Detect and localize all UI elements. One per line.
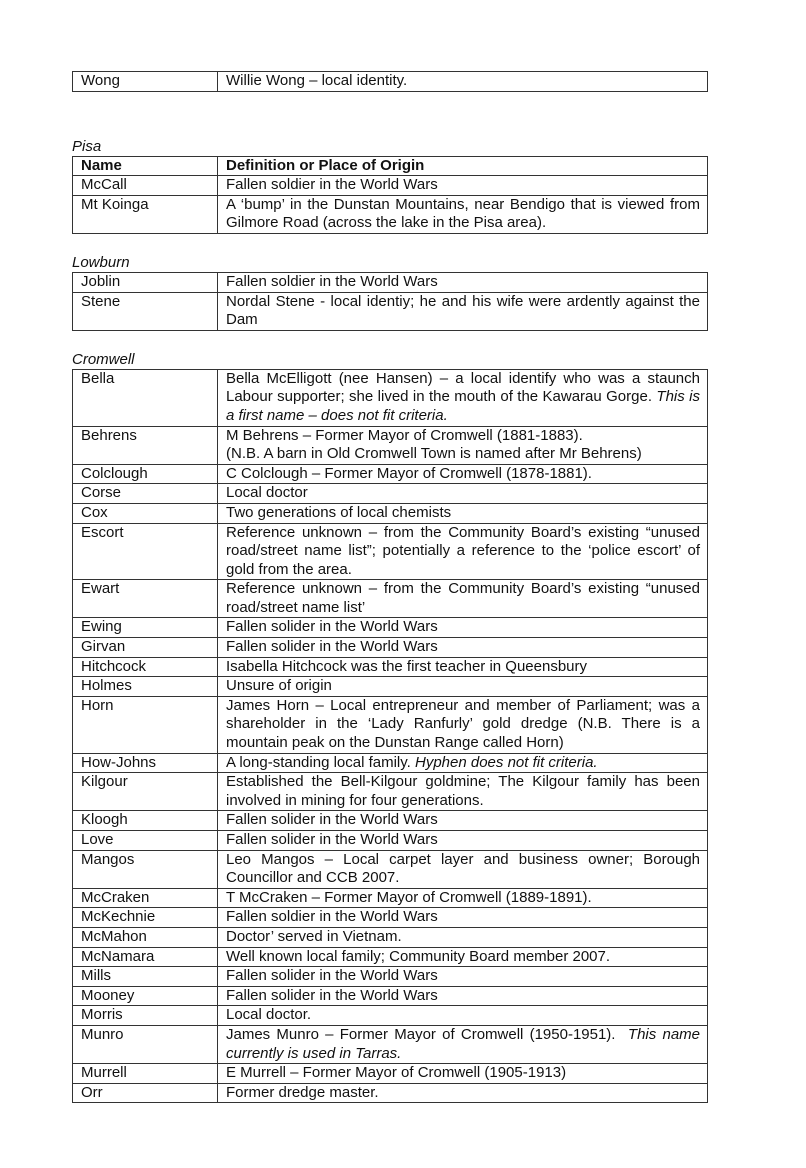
table-row [73,773,708,811]
row-definition [218,753,708,773]
pisa-table [72,156,708,234]
table-row [73,927,708,947]
table-row [73,831,708,851]
table-row [73,947,708,967]
row-definition: A ‘bump’ in the Dunstan Mountains, near Bendigo that is viewed from Gilmore Road (across the lake in the Pisa area). [218,195,708,233]
table-row [73,195,708,233]
row-definition: Fallen solider in the World Wars [218,831,708,851]
row-definition: Doctor’ served in Vietnam. [218,927,708,947]
row-definition: Nordal Stene - local identiy; he and his wife were ardently against the Dam [218,292,708,330]
row-definition: Reference unknown – from the Community Board’s existing “unused road/street name list”; potentially a reference to the ‘police escort’ of gold from the area. [218,523,708,580]
table-row [73,1083,708,1103]
table-row [73,888,708,908]
header-name: Name [73,156,218,176]
definition-text: A long-standing local family. [226,753,411,771]
row-definition: Fallen solider in the World Wars [218,638,708,658]
row-name: Colclough [73,464,218,484]
row-name: Behrens [73,426,218,464]
row-name: Holmes [73,677,218,697]
table-row [73,850,708,888]
table-row [73,292,708,330]
row-definition: Leo Mangos – Local carpet layer and business owner; Borough Councillor and CCB 2007. [218,850,708,888]
row-name: Kilgour [73,773,218,811]
row-definition: Established the Bell-Kilgour goldmine; The Kilgour family has been involved in mining for four generations. [218,773,708,811]
row-name: Wong [73,72,218,92]
row-definition: James Horn – Local entrepreneur and member of Parliament; was a shareholder in the ‘Lady Ranfurly’ gold dredge (N.B. There is a mountain peak on the Dunstan Range called Horn) [218,696,708,753]
row-definition: Willie Wong – local identity. [218,72,708,92]
table-row [73,986,708,1006]
row-name: Joblin [73,272,218,292]
table-row [73,753,708,773]
table-row [73,967,708,987]
row-name: Stene [73,292,218,330]
lowburn-table [72,272,708,331]
row-definition: Former dredge master. [218,1083,708,1103]
row-definition: Local doctor. [218,1006,708,1026]
section-title-pisa: Pisa [72,137,102,155]
row-name: Mooney [73,986,218,1006]
row-definition: Fallen soldier in the World Wars [218,176,708,196]
row-name: Ewing [73,618,218,638]
row-name: Morris [73,1006,218,1026]
row-definition: T McCraken – Former Mayor of Cromwell (1889-1891). [218,888,708,908]
definition-text: Bella McElligott (nee Hansen) – a local identify who was a staunch Labour supporter; she lived in the mouth of the Kawarau Gorge. [226,369,700,406]
row-definition: Unsure of origin [218,677,708,697]
table-row [73,1006,708,1026]
definition-note: Hyphen does not fit criteria. [415,753,598,771]
row-definition: Fallen solider in the World Wars [218,967,708,987]
row-name: Girvan [73,638,218,658]
row-name: Mt Koinga [73,195,218,233]
table-row [73,72,708,92]
section-title-cromwell: Cromwell [72,350,135,368]
table-row [73,1064,708,1084]
table-row [73,176,708,196]
row-name: Horn [73,696,218,753]
header-definition: Definition or Place of Origin [218,156,708,176]
row-name: Mills [73,967,218,987]
section-title-lowburn: Lowburn [72,253,130,271]
row-name: Corse [73,484,218,504]
table-row [73,503,708,523]
table-row [73,677,708,697]
row-definition: Fallen solider in the World Wars [218,986,708,1006]
row-definition: Fallen soldier in the World Wars [218,908,708,928]
table-row [73,1025,708,1063]
row-name: How-Johns [73,753,218,773]
table-row [73,811,708,831]
table-row [73,426,708,464]
row-name: Ewart [73,580,218,618]
row-definition: E Murrell – Former Mayor of Cromwell (1905-1913) [218,1064,708,1084]
row-name: Murrell [73,1064,218,1084]
row-definition: Fallen solider in the World Wars [218,811,708,831]
table-row [73,580,708,618]
row-definition [218,1025,708,1063]
table-row [73,618,708,638]
row-definition [218,426,708,464]
row-name: Kloogh [73,811,218,831]
row-definition: Fallen solider in the World Wars [218,618,708,638]
row-definition: Fallen soldier in the World Wars [218,272,708,292]
definition-note: This is a first name – does not fit criteria. [226,388,701,424]
table-row [73,908,708,928]
definition-note: This name currently is used in Tarras. [226,1025,700,1062]
table-row [73,484,708,504]
top-table [72,71,708,92]
row-name: Love [73,831,218,851]
row-name: Munro [73,1025,218,1063]
table-row [73,696,708,753]
definition-text: M Behrens – Former Mayor of Cromwell (1881-1883). [226,426,583,444]
row-name: Bella [73,369,218,426]
document-page [72,71,708,1103]
table-row [73,638,708,658]
row-definition: C Colclough – Former Mayor of Cromwell (1878-1881). [218,464,708,484]
row-name: Cox [73,503,218,523]
cromwell-table [72,369,708,1104]
row-definition: Two generations of local chemists [218,503,708,523]
definition-text: (N.B. A barn in Old Cromwell Town is named after Mr Behrens) [226,445,642,463]
row-definition: Local doctor [218,484,708,504]
table-row [73,523,708,580]
table-row [73,657,708,677]
row-name: Escort [73,523,218,580]
row-name: McKechnie [73,908,218,928]
row-name: Mangos [73,850,218,888]
table-row [73,464,708,484]
row-name: Hitchcock [73,657,218,677]
row-name: McCall [73,176,218,196]
row-name: McMahon [73,927,218,947]
table-row [73,272,708,292]
definition-text: James Munro – Former Mayor of Cromwell (1950-1951). [226,1025,616,1043]
row-name: Orr [73,1083,218,1103]
row-name: McCraken [73,888,218,908]
table-header-row [73,156,708,176]
row-definition [218,369,708,426]
row-definition: Reference unknown – from the Community Board’s existing “unused road/street name list’ [218,580,708,618]
row-definition: Isabella Hitchcock was the first teacher in Queensbury [218,657,708,677]
row-name: McNamara [73,947,218,967]
table-row [73,369,708,426]
row-definition: Well known local family; Community Board member 2007. [218,947,708,967]
